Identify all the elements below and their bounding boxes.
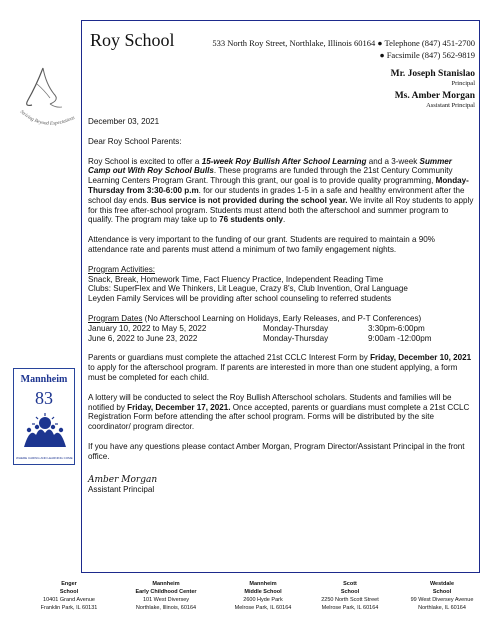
footer-school: Mannheim Early Childhood Center 101 West Diversey Northlake, Illinois, 60164 xyxy=(135,581,197,611)
dates-heading: Program Dates xyxy=(88,313,143,323)
program-activities xyxy=(88,265,475,304)
assistant-principal-name: Ms. Amber Morgan xyxy=(394,91,475,101)
signature: Amber Morgan xyxy=(88,474,158,485)
paragraph-lottery: A lottery will be conducted to select the Roy Bullish Afterschool scholars. Students and families will be notified by Friday, December 17, 2021. Once accepted, parents or guardians must complete a 21st CCLC Registration Form before attending the after school program. Forms will be distributed by the site coordinator/ program director. xyxy=(88,392,470,432)
officials-block xyxy=(391,69,475,110)
badge-title: Mannheim xyxy=(20,374,68,385)
district-schools-footer xyxy=(0,580,491,636)
paragraph-contact: If you have any questions please contact Amber Morgan, Program Director/Assistant Principal in the front office. xyxy=(88,441,465,461)
signature-title: Assistant Principal xyxy=(88,485,155,495)
footer-school: Scott School 2250 North Scott Street Melrose Park, IL 60164 xyxy=(321,581,379,611)
activities-line: Leyden Family Services will be providing after school counseling to referred students xyxy=(88,294,392,304)
district-logo-icon xyxy=(10,60,80,138)
footer-school: Mannheim Middle School 2600 Hyde Park Melrose Park, IL 60164 xyxy=(234,581,292,611)
paragraph-attendance: Attendance is very important to the funding of our grant. Students are required to maintain a 90% attendance rate and parents must attend a minimum of two family engagement nights. xyxy=(88,235,435,254)
footer-school: Westdale School 99 West Diversey Avenue Northlake, IL 60164 xyxy=(410,581,474,611)
dates-row: January 10, 2022 to May 5, 2022 Monday-Thursday 3:30pm-6:00pm xyxy=(88,323,425,333)
school-fax: ● Facsimile (847) 562-9819 xyxy=(379,50,475,60)
assistant-principal-role: Assistant Principal xyxy=(426,102,475,109)
paragraph-interest-form: Parents or guardians must complete the attached 21st CCLC Interest Form by Friday, December 10, 2021 to apply for the afterschool program. If parents are interested in more than one student applying, a form must be completed for each child. xyxy=(88,353,472,382)
activities-heading: Program Activities: xyxy=(88,264,156,274)
activities-line: Clubs: SuperFlex and We Thinkers, Lit League, Crazy 8’s, Club Invention, Oral Language xyxy=(88,284,408,294)
letter-body xyxy=(88,117,475,495)
dates-row: June 6, 2022 to June 23, 2022 Monday-Thursday 9:00am -12:00pm xyxy=(88,333,432,343)
dates-note: (No Afterschool Learning on Holidays, Early Releases, and P-T Conferences) xyxy=(142,313,422,323)
letter-date: December 03, 2021 xyxy=(88,117,160,126)
principal-name: Mr. Joseph Stanislao xyxy=(390,69,475,79)
activities-line: Snack, Break, Homework Time, Fact Fluency Practice, Independent Reading Time xyxy=(88,274,384,284)
svg-text:Striving Beyond Expectations xyxy=(19,110,76,127)
badge-motto: WHERE CARING AND LEARNING COME xyxy=(16,456,73,460)
footer-school: Enger School 10401 Grand Avenue Franklin Park, IL 60131 xyxy=(40,581,98,611)
paragraph-intro: Roy School is excited to offer a 15-week Roy Bullish After School Learning and a 3-week Summer Camp out With Roy School Bulls. These programs are funded through the 21st Century Community Learning Centers Program Grant. Through this grant, our goal is to provide quality programming, Monday-Thursday from 3:30-6:00 p.m. for our students in grades 1-5 in a safe and healthy environment after the school day ends. Bus service is not provided during the school year. We invite all Roy students to apply for this free after-school program. Students must attend both the afterschool and summer program to qualify. The program may take up to 76 students only. xyxy=(88,156,474,225)
badge-number: 83 xyxy=(35,388,53,408)
school-address: 533 North Roy Street, Northlake, Illinois 60164 ● Telephone (847) 451-2700 xyxy=(212,38,475,48)
children-sunburst-icon xyxy=(20,413,70,449)
school-name: Roy School xyxy=(90,30,175,50)
letter-salutation: Dear Roy School Parents: xyxy=(88,136,182,146)
mannheim-83-badge xyxy=(13,368,75,465)
principal-role: Principal xyxy=(451,80,475,87)
logo-caption: Striving Beyond Expectations xyxy=(18,109,76,127)
program-dates xyxy=(88,314,475,343)
